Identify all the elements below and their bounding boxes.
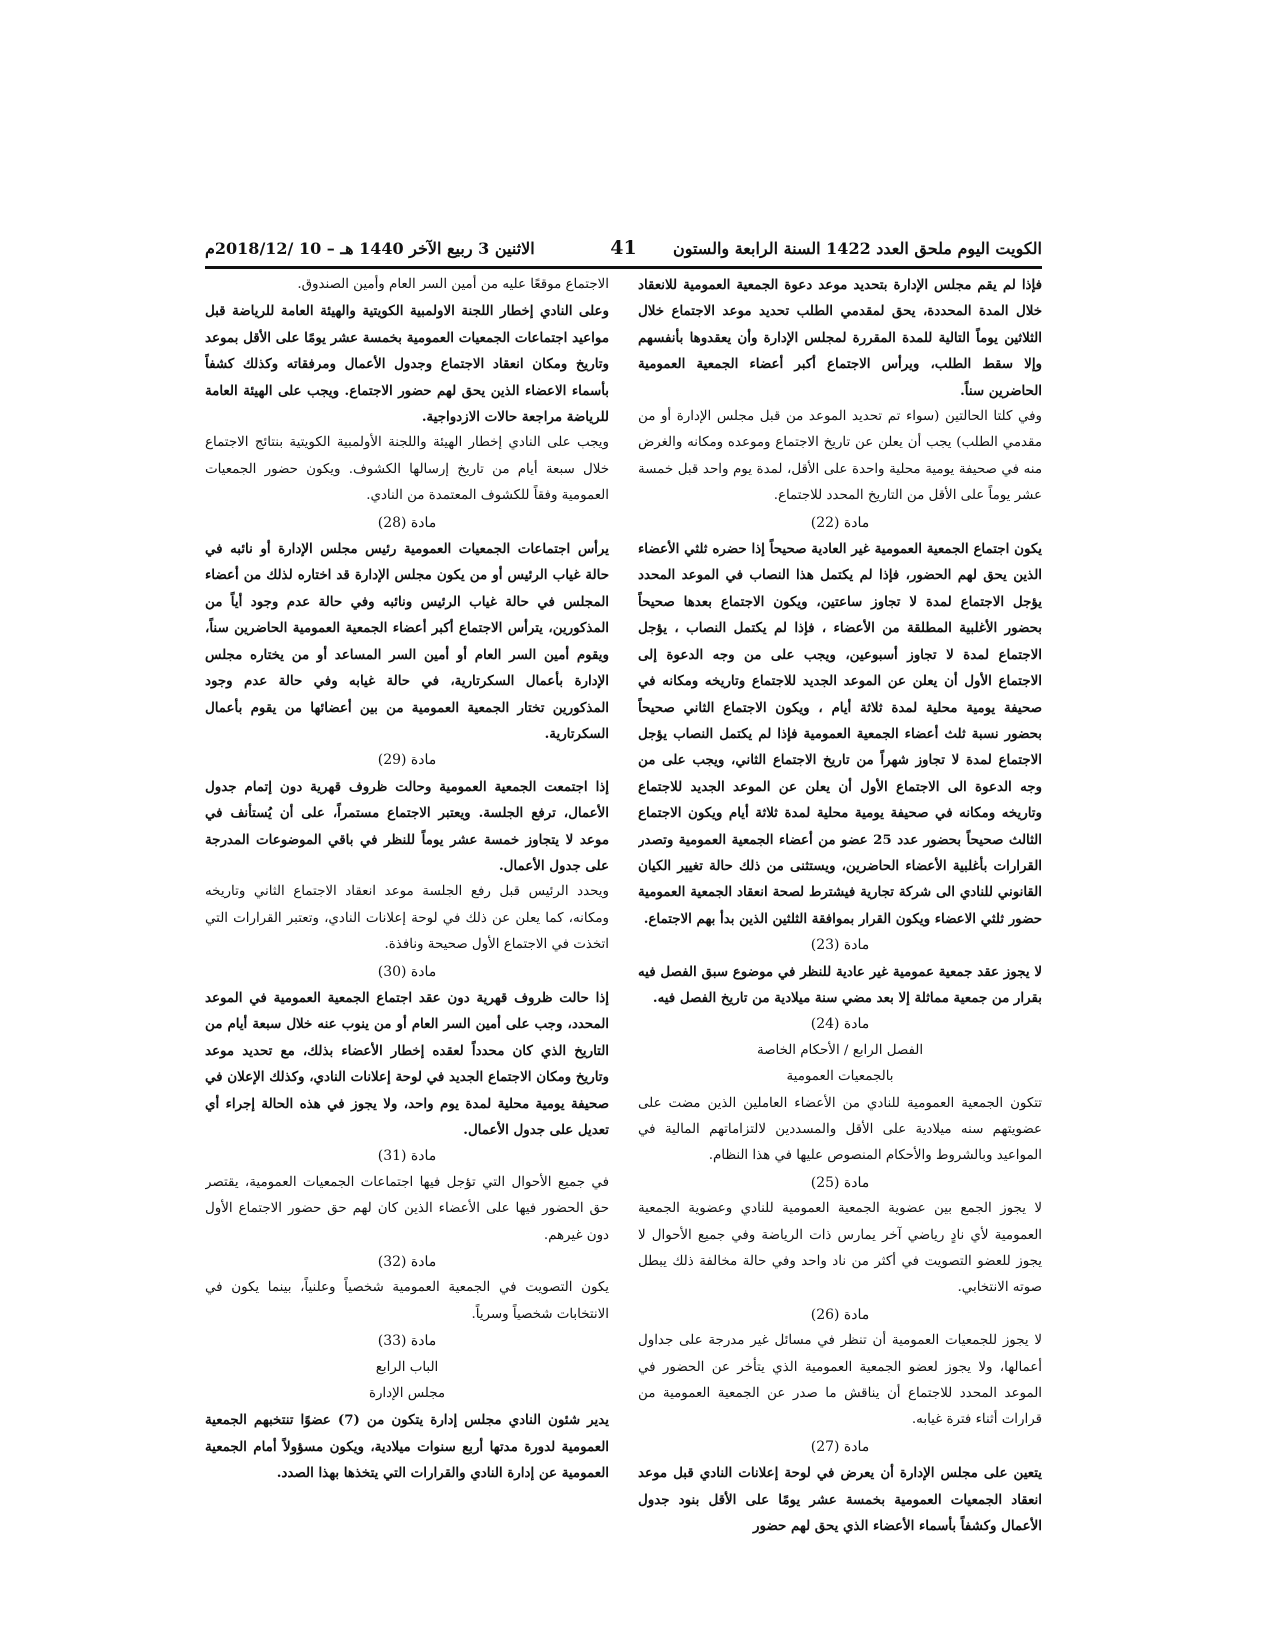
paragraph: يرأس اجتماعات الجمعيات العمومية رئيس مجلس الإدارة أو نائبه في حالة غياب الرئيس أو من يكون مجلس الإدارة قد اختاره لذلك من أعضاء المجلس في حالة غياب الرئيس ونائبه وفي حالة عدم وجود أياً من المذكورين، يترأس الاجتماع أكبر أعضاء الجمعية العمومية الحاضرين سناً، ويقوم أمين السر العام أو أمين السر المساعد أو من يختاره مجلس الإدارة بأعمال السكرتارية، في حالة غيابه وفي حالة عدم وجود المذكورين تختار الجمعية العمومية من بين أعضائها من يقوم بأعمال السكرتارية. (205, 541, 609, 742)
page-number: 41 (610, 237, 637, 259)
header-rule (205, 266, 1042, 269)
page-header (205, 237, 1042, 267)
paragraph: في جميع الأحوال التي تؤجل فيها اجتماعات الجمعيات العمومية، يقتصر حق الحضور فيها على الأعضاء الذين كان لهم حق حضور الاجتماع الأول دون غيرهم. (205, 1174, 609, 1243)
right-column (638, 272, 1042, 1562)
paragraph: يكون اجتماع الجمعية العمومية غير العادية صحيحاً إذا حضره ثلثي الأعضاء الذين يحق لهم الحضور، فإذا لم يكتمل هذا النصاب في الموعد المحدد يؤجل الاجتماع لمدة لا تجاوز ساعتين، ويكون الاجتماع بعدها صحيحاً بحضور الأغلبية المطلقة من الأعضاء ، فإذا لم يكتمل النصاب ، يؤجل الاجتماع لمدة لا تجاوز أسبوعين، ويجب على من وجه الدعوة إلى الاجتماع الأول أن يعلن عن الموعد الجديد للاجتماع وتاريخه ومكانه في صحيفة يومية محلية لمدة ثلاثة أيام ، ويكون الاجتماع الثاني صحيحاً بحضور نسبة ثلث أعضاء الجمعية العمومية فإذا لم يكتمل النصاب يؤجل الاجتماع لمدة لا تجاوز شهراً من تاريخ الاجتماع الثاني، ويجب على من وجه الدعوة الى الاجتماع الأول أن يعلن عن الموعد الجديد للاجتماع وتاريخه ومكانه في صحيفة يومية محلية لمدة ثلاثة أيام ويكون الاجتماع الثالث صحيحاً بحضور عدد 25 عضو من أعضاء الجمعية العمومية وتصدر القرارات بأغلبية الأعضاء الحاضرين، ويستثنى من ذلك حالة تغيير الكيان القانوني للنادي الى شركة تجارية فيشترط لصحة انعقاد الجمعية العمومية حضور ثلثي الاعضاء ويكون القرار بموافقة الثلثين الذين بدأ بهم الاجتماع. (638, 541, 1042, 927)
left-column (205, 272, 609, 1562)
paragraph: إذا حالت ظروف قهرية دون عقد اجتماع الجمعية العمومية في الموعد المحدد، وجب على أمين السر العام أو من ينوب عنه خلال سبعة أيام من التاريخ الذي كان محدداً لعقده إخطار الأعضاء بذلك، مع تحديد موعد وتاريخ ومكان الاجتماع الجديد في لوحة إعلانات النادي، وكذلك الإعلان في صحيفة يومية محلية لمدة يوم واحد، ولا يجوز في هذه الحالة إجراء أي تعديل على جدول الأعمال. (205, 989, 609, 1138)
part-subtitle: مجلس الإدارة (368, 1386, 446, 1402)
paragraph: لا يجوز للجمعيات العمومية أن تنظر في مسائل غير مدرجة على جداول أعمالها، ولا يجوز لعضو الجمعية العمومية الذي يتأخر عن الحضور في الموعد المحدد للاجتماع أن يناقش ما صدر عن الجمعية العمومية من قرارات أثناء فترة غيابه. (638, 1333, 1042, 1428)
paragraph: ويجب على النادي إخطار الهيئة واللجنة الأولمبية الكويتية بنتائج الاجتماع خلال سبعة أيام من تاريخ إرسالها الكشوف. ويكون حضور الجمعيات العمومية وفقاً للكشوف المعتمدة من النادي. (205, 435, 609, 504)
article-heading-27: مادة (27) (810, 1438, 870, 1455)
article-heading-25: مادة (25) (810, 1174, 870, 1191)
paragraph: وفي كلتا الحالتين (سواء تم تحديد الموعد من قبل مجلس الإدارة أو من مقدمي الطلب) يجب أن يعلن عن تاريخ الاجتماع وموعده ومكانه والغرض منه في صحيفة يومية محلية واحدة على الأقل، لمدة يوم واحد قبل خمسة عشر يوماً على الأقل من التاريخ المحدد للاجتماع. (638, 409, 1042, 504)
paragraph: يكون التصويت في الجمعية العمومية شخصياً وعلنياً، بينما يكون في الانتخابات شخصياً وسرياً. (205, 1280, 609, 1322)
article-heading-26: مادة (26) (810, 1306, 870, 1323)
paragraph: يتعين على مجلس الإدارة أن يعرض في لوحة إعلانات النادي قبل موعد انعقاد الجمعيات العمومية بخمسة عشر يومًا على الأقل بنود جدول الأعمال وكشفاً بأسماء الأعضاء الذي يحق لهم حضور (638, 1465, 1042, 1535)
article-heading-24: مادة (24) (810, 1016, 870, 1033)
article-heading-30: مادة (30) (377, 963, 437, 980)
article-heading-31: مادة (31) (377, 1148, 437, 1165)
paragraph: إذا اجتمعت الجمعية العمومية وحالت ظروف قهرية دون إتمام جدول الأعمال، ترفع الجلسة. ويعتبر الاجتماع مستمراً، على أن يُستأنف في موعد لا يتجاوز خمسة عشر يوماً للنظر في باقي الموضوعات المدرجة على جدول الأعمال. (205, 778, 609, 874)
paragraph: وعلى النادي إخطار اللجنة الاولمبية الكويتية والهيئة العامة للرياضة قبل مواعيد اجتماعات الجمعيات العمومية بخمسة عشر يومًا على الأقل بموعد وتاريخ ومكان انعقاد الاجتماع وجدول الأعمال ومرفقاته وكذلك كشفاً بأسماء الاعضاء الذين يحق لهم حضور الاجتماع. ويجب على الهيئة العامة للرياضة مراجعة حالات الازدواجية. (205, 303, 609, 426)
paragraph: تتكون الجمعية العمومية للنادي من الأعضاء العاملين الذين مضت على عضويتهم سنه ميلادية على الأقل والمسددين لالتزاماتهم المالية في المواعيد وبالشروط والأحكام المنصوص عليها في هذا النظام. (638, 1095, 1042, 1164)
publication-title: الكويت اليوم ملحق العدد 1422 السنة الرابعة والستون (672, 239, 1042, 258)
paragraph: الاجتماع موقعًا عليه من أمين السر العام وأمين الصندوق. (297, 277, 609, 292)
article-heading-33: مادة (33) (377, 1333, 437, 1350)
paragraph: لا يجوز عقد جمعية عمومية غير عادية للنظر في موضوع سبق الفصل فيه بقرار من جمعية مماثلة إلا بعد مضي سنة ميلادية من تاريخ الفصل فيه. (638, 963, 1042, 1006)
article-heading-29: مادة (29) (377, 752, 437, 769)
chapter-subtitle: بالجمعيات العمومية (786, 1069, 894, 1085)
article-heading-28: مادة (28) (377, 514, 437, 531)
chapter-title: الفصل الرابع / الأحكام الخاصة (756, 1042, 924, 1058)
issue-date: الاثنين 3 ربيع الآخر 1440 هـ – 10 /2018/12م (205, 239, 535, 258)
paragraph: لا يجوز الجمع بين عضوية الجمعية العمومية للنادي وعضوية الجمعية العمومية لأي نادٍ رياضي آخر يمارس ذات الرياضة وفي جميع الأحوال لا يجوز للعضو التصويت في أكثر من ناد واحد وفي حالة مخالفة ذلك يبطل صوته الانتخابي. (638, 1201, 1042, 1296)
article-heading-32: مادة (32) (377, 1254, 437, 1271)
article-heading-23: مادة (23) (810, 937, 870, 954)
paragraph: يدير شئون النادي مجلس إدارة يتكون من (7) عضوًا تنتخبهم الجمعية العمومية لدورة مدتها أربع سنوات ميلادية، ويكون مسؤولاً أمام الجمعية العمومية عن إدارة النادي والقرارات التي يتخذها بهذا الصدد. (205, 1412, 609, 1482)
paragraph: ويحدد الرئيس قبل رفع الجلسة موعد انعقاد الاجتماع الثاني وتاريخه ومكانه، كما يعلن عن ذلك في لوحة إعلانات النادي، وتعتبر القرارات التي اتخذت في الاجتماع الأول صحيحة ونافذة. (205, 884, 609, 953)
article-heading-22: مادة (22) (810, 514, 870, 531)
part-title: الباب الرابع (375, 1359, 439, 1375)
paragraph: فإذا لم يقم مجلس الإدارة بتحديد موعد دعوة الجمعية العمومية للانعقاد خلال المدة المحددة، يحق لمقدمي الطلب تحديد موعد الاجتماع خلال الثلاثين يوماً التالية للمدة المقررة لمجلس الإدارة وأن يعقدوها بأنفسهم وإلا سقط الطلب، ويرأس الاجتماع أكبر أعضاء الجمعية العمومية الحاضرين سناً. (638, 277, 1042, 399)
